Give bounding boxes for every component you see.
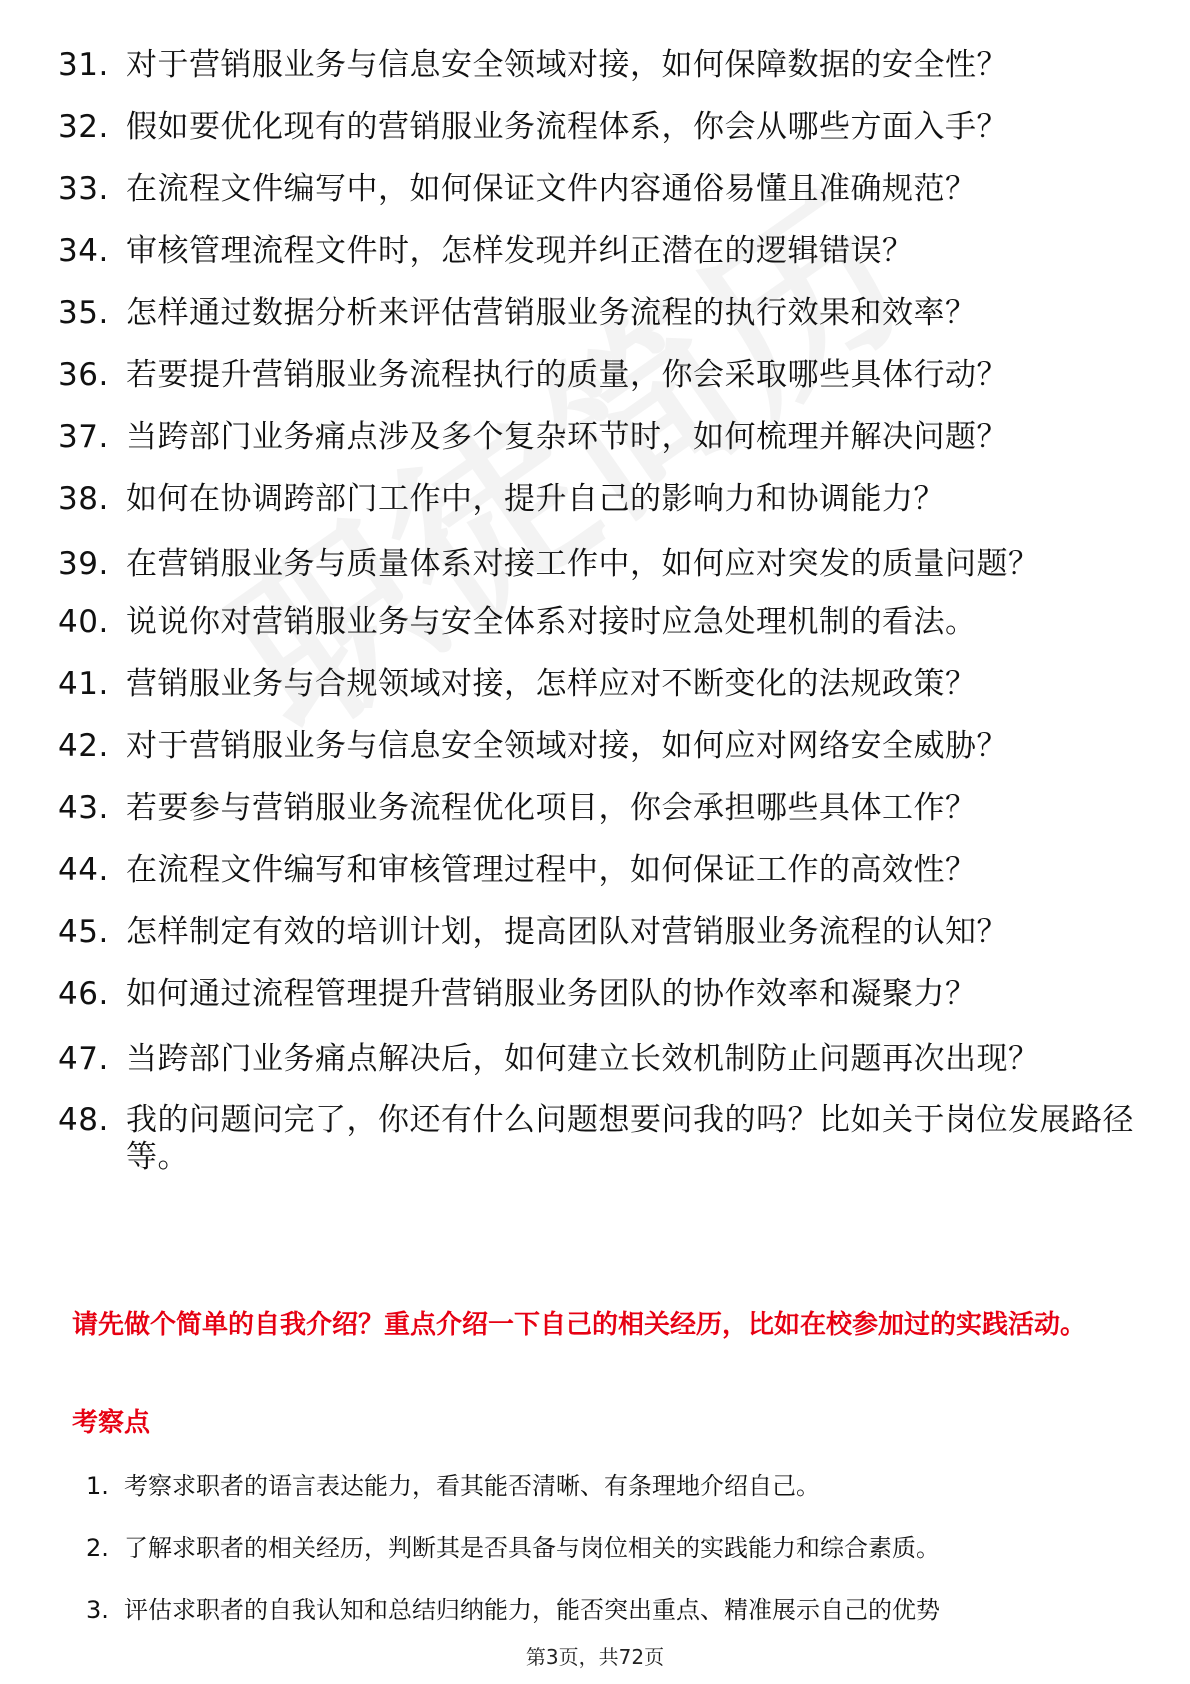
- question-number: 48.: [58, 1102, 109, 1138]
- question-item: [58, 109, 1138, 145]
- question-item: [58, 546, 1138, 583]
- question-item: [58, 666, 1138, 702]
- question-number: 31.: [58, 47, 109, 83]
- question-item: [58, 233, 1138, 269]
- section-heading: 请先做个简单的自我介绍？重点介绍一下自己的相关经历，比如在校参加过的实践活动。: [72, 1310, 1087, 1340]
- question-text: 营销服业务与合规领域对接，怎样应对不断变化的法规政策？: [126, 666, 977, 702]
- point-number: 1.: [86, 1472, 109, 1500]
- question-text: 审核管理流程文件时，怎样发现并纠正潜在的逻辑错误？: [126, 233, 914, 269]
- question-number: 39.: [58, 546, 109, 582]
- question-text: 假如要优化现有的营销服业务流程体系，你会从哪些方面入手？: [126, 109, 1008, 145]
- question-text: 对于营销服业务与信息安全领域对接，如何应对网络安全威胁？: [126, 728, 1008, 764]
- point-text: 评估求职者的自我认知和总结归纳能力，能否突出重点、精准展示自己的优势: [124, 1596, 940, 1624]
- question-text: 如何在协调跨部门工作中，提升自己的影响力和协调能力？: [126, 481, 945, 517]
- question-item: [58, 914, 1138, 950]
- question-text: 在流程文件编写和审核管理过程中，如何保证工作的高效性？: [126, 852, 977, 888]
- question-item: [58, 171, 1138, 207]
- question-text: 如何通过流程管理提升营销服业务团队的协作效率和凝聚力？: [126, 976, 977, 1012]
- point-number: 3.: [86, 1596, 109, 1624]
- question-item: [58, 604, 1138, 640]
- assessment-point: [86, 1598, 1146, 1622]
- question-text: 若要参与营销服业务流程优化项目，你会承担哪些具体工作？: [126, 790, 977, 826]
- question-item: [58, 357, 1138, 393]
- assessment-point: [86, 1474, 1146, 1498]
- question-text: 我的问题问完了，你还有什么问题想要问我的吗？比如关于岗位发展路径等。: [126, 1102, 1134, 1175]
- assessment-point-list: [86, 1474, 1146, 1660]
- question-text: 在流程文件编写中，如何保证文件内容通俗易懂且准确规范？: [126, 171, 977, 207]
- question-text: 怎样通过数据分析来评估营销服业务流程的执行效果和效率？: [126, 295, 977, 331]
- question-text: 在营销服业务与质量体系对接工作中，如何应对突发的质量问题？: [126, 546, 1040, 582]
- question-item: [58, 1102, 1138, 1176]
- question-text: 对于营销服业务与信息安全领域对接，如何保障数据的安全性？: [126, 47, 1008, 83]
- question-number: 33.: [58, 171, 109, 207]
- point-number: 2.: [86, 1534, 109, 1562]
- assessment-point: [86, 1536, 1146, 1560]
- point-text: 了解求职者的相关经历，判断其是否具备与岗位相关的实践能力和综合素质。: [124, 1534, 940, 1562]
- question-number: 37.: [58, 419, 109, 455]
- question-text: 若要提升营销服业务流程执行的质量，你会采取哪些具体行动？: [126, 357, 1008, 393]
- question-number: 32.: [58, 109, 109, 145]
- question-item: [58, 419, 1138, 455]
- question-number: 45.: [58, 914, 109, 950]
- question-item: [58, 728, 1138, 764]
- question-number: 34.: [58, 233, 109, 269]
- question-text: 当跨部门业务痛点解决后，如何建立长效机制防止问题再次出现？: [126, 1041, 1040, 1077]
- question-number: 47.: [58, 1041, 109, 1077]
- question-item: [58, 481, 1138, 517]
- question-text: 怎样制定有效的培训计划，提高团队对营销服业务流程的认知？: [126, 914, 1008, 950]
- question-text: 当跨部门业务痛点涉及多个复杂环节时，如何梳理并解决问题？: [126, 419, 1008, 455]
- question-list: [58, 47, 1138, 1200]
- question-item: [58, 790, 1138, 826]
- question-item: [58, 295, 1138, 331]
- point-text: 考察求职者的语言表达能力，看其能否清晰、有条理地介绍自己。: [124, 1472, 820, 1500]
- question-number: 36.: [58, 357, 109, 393]
- question-number: 35.: [58, 295, 109, 331]
- question-number: 40.: [58, 604, 109, 640]
- section-subheading: 考察点: [72, 1408, 151, 1438]
- question-item: [58, 976, 1138, 1012]
- question-number: 46.: [58, 976, 109, 1012]
- page-footer: 第3页，共72页: [525, 1645, 665, 1669]
- question-item: [58, 852, 1138, 888]
- question-number: 42.: [58, 728, 109, 764]
- question-item: [58, 47, 1138, 83]
- question-number: 43.: [58, 790, 109, 826]
- question-item: [58, 1041, 1138, 1078]
- question-text: 说说你对营销服业务与安全体系对接时应急处理机制的看法。: [126, 604, 977, 640]
- question-number: 41.: [58, 666, 109, 702]
- question-number: 38.: [58, 481, 109, 517]
- question-number: 44.: [58, 852, 109, 888]
